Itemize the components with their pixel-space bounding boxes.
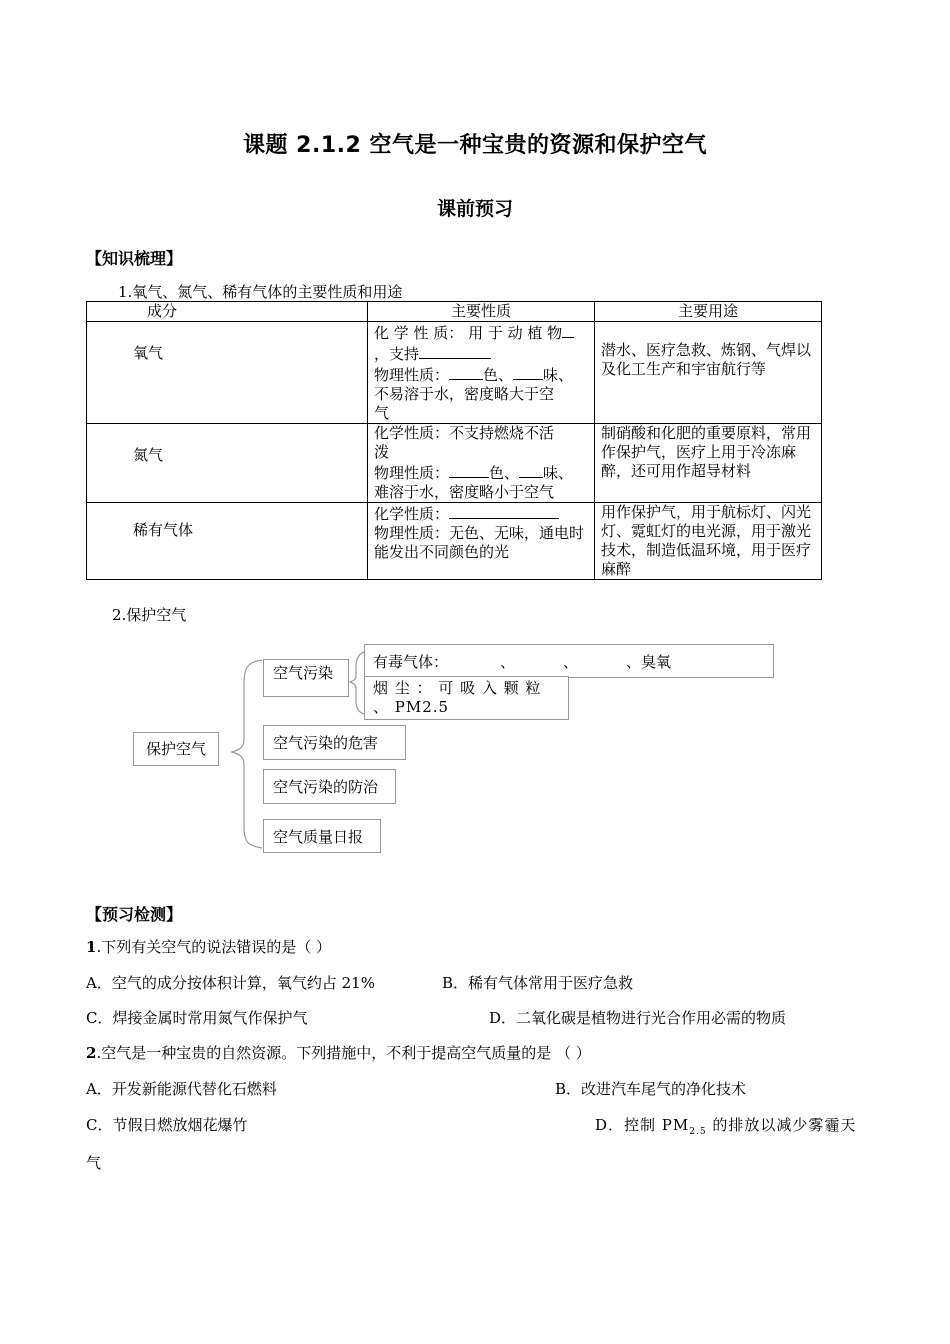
question-1-option-c: C．焊接金属时常用氮气作保护气 [86, 1009, 308, 1027]
option-text: D．控制 PM [595, 1116, 690, 1134]
table-header-cell: 成分 [87, 302, 368, 322]
section-heading-check: 【预习检测】 [86, 905, 183, 924]
prop-text: 物理性质：无色、无味，通电时能发出不同颜色的光 [374, 524, 585, 561]
question-2-option-c: C．节假日燃放烟花爆竹 [86, 1116, 248, 1134]
question-1-stem [86, 936, 331, 957]
question-text: .空气是一种宝贵的自然资源。下列措施中，不利于提高空气质量的是 （ ） [96, 1044, 591, 1062]
toxic-separator: 、臭氧 [626, 653, 672, 671]
prop-text: 难溶于水，密度略小于空气 [374, 483, 555, 501]
brace-pollution [350, 652, 364, 714]
table-cell-uses: 潜水、医疗急救、炼钢、气焊以及化工生产和宇宙航行等 [595, 322, 822, 424]
prop-text: 物理性质： [374, 464, 450, 482]
table-cell-name: 氧气 [87, 322, 368, 424]
diagram-toxic-gases-box [364, 644, 774, 678]
question-1-option-d: D．二氧化碳是植物进行光合作用必需的物质 [489, 1009, 787, 1027]
prop-text: 味、 [543, 464, 574, 482]
page-subtitle: 课前预习 [436, 198, 513, 220]
prop-text: ，支持 [374, 345, 420, 363]
diagram-branch-pollution: 空气污染 [263, 659, 349, 697]
brace-main [232, 660, 262, 848]
question-number: 1 [86, 938, 97, 956]
table-cell-name: 氮气 [87, 424, 368, 503]
question-2-option-d [595, 1114, 856, 1137]
toxic-separator: 、 [563, 653, 579, 671]
item-heading-gases: 1.氧气、氮气、稀有气体的主要性质和用途 [118, 283, 403, 301]
prop-text: 物理性质： [374, 366, 450, 384]
table-header-cell: 主要性质 [368, 302, 595, 322]
prop-text: 不易溶于水，密度略大于空 [374, 385, 555, 403]
diagram-dust-box: 烟 尘 ： 可 吸 入 颗 粒 、 PM2.5 [364, 676, 569, 720]
question-2-option-b: B．改进汽车尾气的净化技术 [555, 1080, 747, 1098]
table-cell-name: 稀有气体 [87, 503, 368, 580]
diagram-root-box: 保护空气 [133, 732, 219, 766]
prop-text: 色、 [483, 366, 514, 384]
page-title: 课题 2.1.2 空气是一种宝贵的资源和保护空气 [243, 133, 707, 158]
toxic-separator: 、 [500, 653, 516, 671]
toxic-label: 有毒气体： [373, 653, 449, 671]
question-2-option-a: A．开发新能源代替化石燃料 [86, 1080, 277, 1098]
prop-text: 化学性质：不支持燃烧不活 [374, 424, 555, 442]
option-subscript: 2.5 [689, 1127, 707, 1137]
table-header-cell: 主要用途 [595, 302, 822, 322]
table-cell-uses: 制硝酸和化肥的重要原料，常用作保护气，医疗上用于冷冻麻醉，还可用作超导材料 [595, 424, 822, 503]
question-2-option-d-wrap: 气 [86, 1154, 102, 1172]
prop-text: 色、 [489, 464, 520, 482]
prop-text: 泼 [374, 443, 390, 461]
option-text: 的排放以减少雾霾天 [706, 1116, 857, 1134]
diagram-branch-prevention: 空气污染的防治 [263, 769, 396, 804]
diagram-branch-harm: 空气污染的危害 [263, 725, 406, 760]
item-heading-protect: 2.保护空气 [112, 606, 187, 624]
section-heading-knowledge: 【知识梳理】 [86, 249, 183, 268]
prop-text: 化学性质： [374, 505, 450, 523]
prop-text: 化 学 性 质： 用 于 动 植 物 [374, 324, 563, 342]
prop-text: 气 [374, 404, 390, 422]
table-cell-uses: 用作保护气，用于航标灯、闪光灯、霓虹灯的电光源，用于激光技术，制造低温环境，用于医疗麻醉 [595, 503, 822, 580]
question-1-option-a: A．空气的成分按体积计算，氧气约占 21% [86, 974, 375, 992]
question-2-stem [86, 1042, 591, 1063]
question-1-option-b: B．稀有气体常用于医疗急救 [442, 974, 634, 992]
prop-text: 味、 [543, 366, 574, 384]
question-number: 2 [86, 1044, 97, 1062]
diagram-branch-report: 空气质量日报 [263, 819, 381, 853]
question-text: .下列有关空气的说法错误的是（ ） [96, 938, 331, 956]
